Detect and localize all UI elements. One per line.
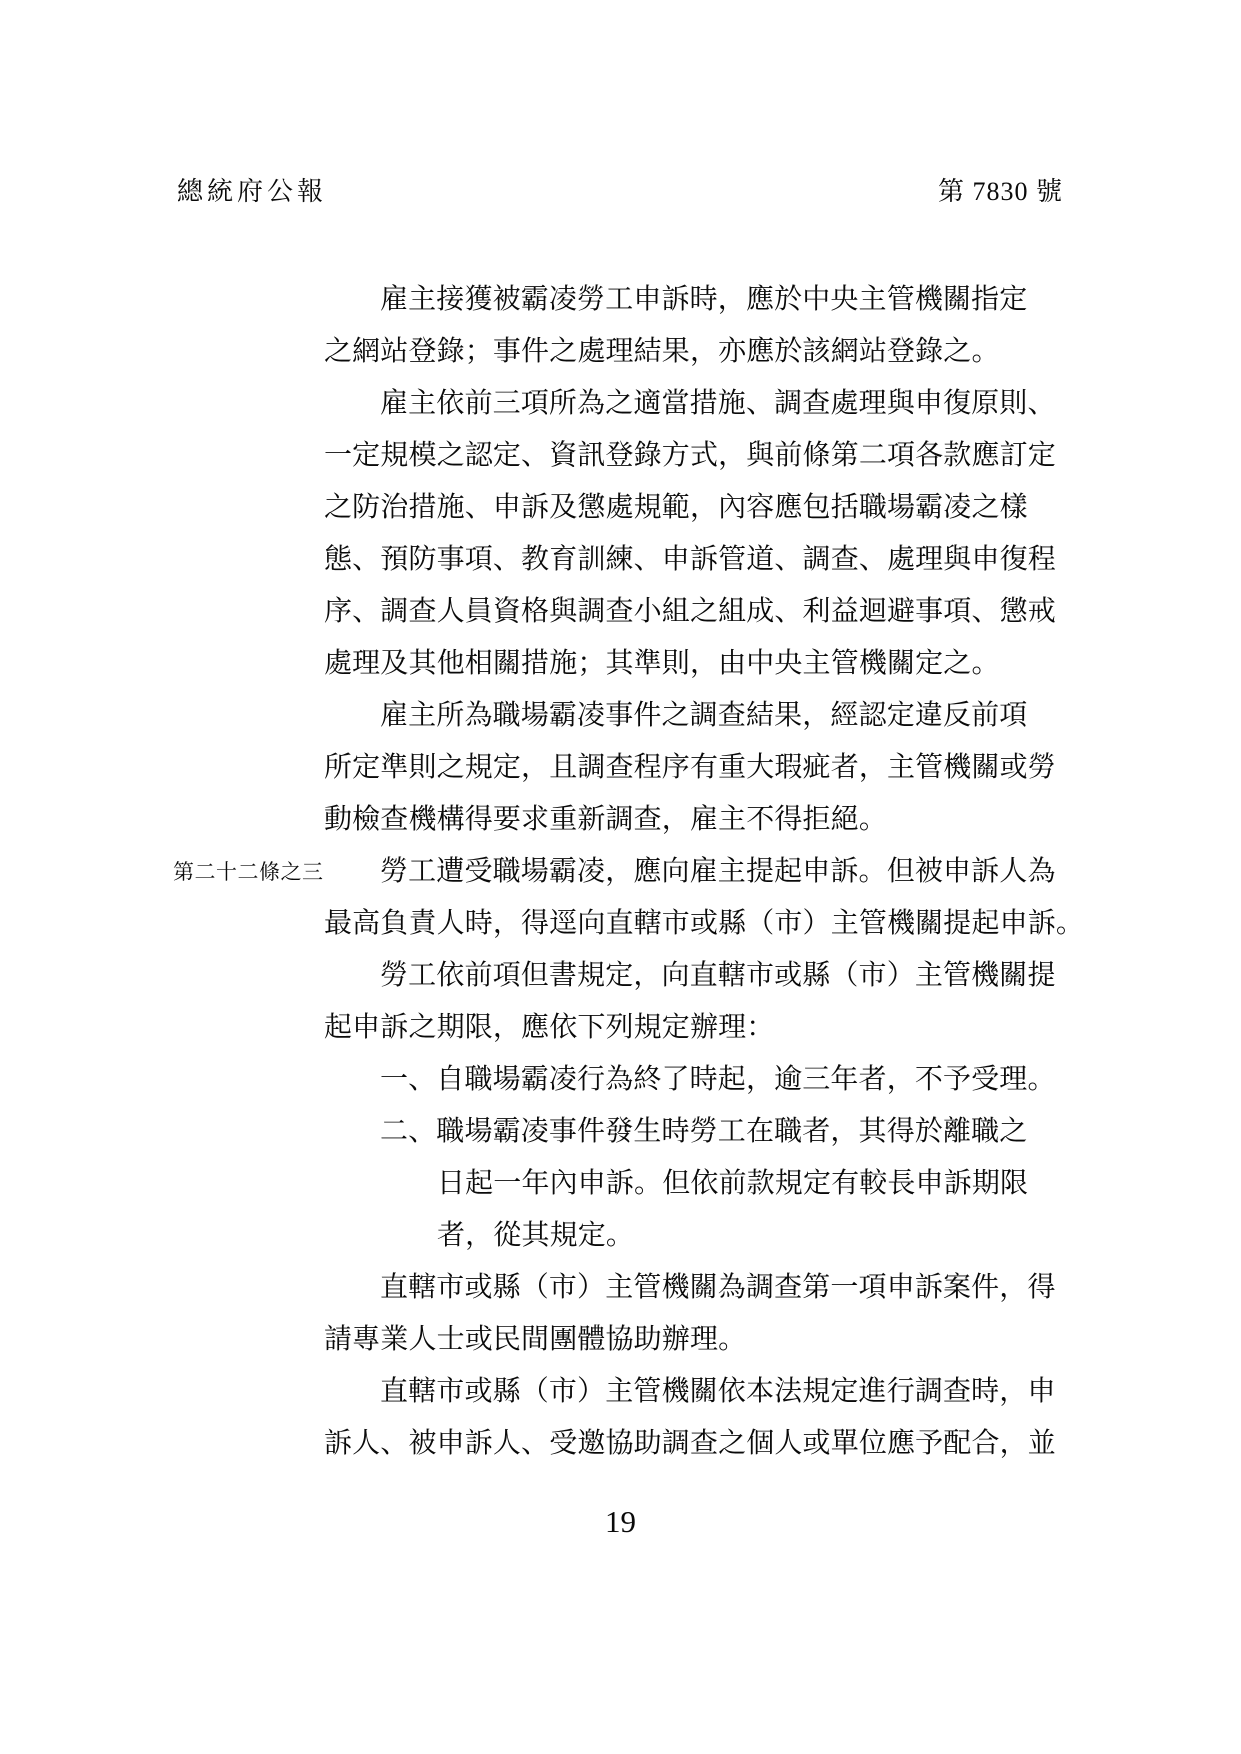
body-line: 之網站登錄；事件之處理結果，亦應於該網站登錄之。 <box>324 336 1000 367</box>
body-line: 起申訴之期限，應依下列規定辦理： <box>324 1012 775 1043</box>
article-number-label: 第二十二條之三 <box>173 860 324 884</box>
body-line: 一定規模之認定、資訊登錄方式，與前條第二項各款應訂定 <box>324 440 1056 471</box>
list-item-line: 者，從其規定。 <box>437 1220 635 1251</box>
list-item-line: 一、自職場霸凌行為終了時起，逾三年者，不予受理。 <box>380 1064 1056 1095</box>
body-line: 直轄市或縣（市）主管機關為調查第一項申訴案件，得 <box>380 1272 1056 1303</box>
body-line <box>173 846 1084 898</box>
body-line: 勞工依前項但書規定，向直轄市或縣（市）主管機關提 <box>380 960 1056 991</box>
article-first-line: 勞工遭受職場霸凌，應向雇主提起申訴。但被申訴人為 <box>380 856 1056 887</box>
gazette-title: 總統府公報 <box>177 177 328 206</box>
body-line: 雇主接獲被霸凌勞工申訴時，應於中央主管機關指定 <box>380 284 1028 315</box>
body-line: 態、預防事項、教育訓練、申訴管道、調查、處理與申復程 <box>324 544 1056 575</box>
article-body <box>173 274 1085 1470</box>
list-item-line: 二、職場霸凌事件發生時勞工在職者，其得於離職之 <box>380 1116 1028 1147</box>
body-line: 訴人、被申訴人、受邀協助調查之個人或單位應予配合，並 <box>324 1428 1056 1459</box>
body-line: 雇主依前三項所為之適當措施、調查處理與申復原則、 <box>380 388 1056 419</box>
issue-number: 第 7830 號 <box>937 177 1063 206</box>
body-line: 雇主所為職場霸凌事件之調查結果，經認定違反前項 <box>380 700 1028 731</box>
body-line: 最高負責人時，得逕向直轄市或縣（市）主管機關提起申訴。 <box>324 908 1085 939</box>
body-line: 動檢查機構得要求重新調查，雇主不得拒絕。 <box>324 804 888 835</box>
page-number: 19 <box>605 1504 636 1539</box>
body-line: 請專業人士或民間團體協助辦理。 <box>324 1324 747 1355</box>
body-line: 處理及其他相關措施；其準則，由中央主管機關定之。 <box>324 648 1000 679</box>
body-line: 序、調查人員資格與調查小組之組成、利益迴避事項、懲戒 <box>324 596 1056 627</box>
body-line: 直轄市或縣（市）主管機關依本法規定進行調查時，申 <box>380 1376 1056 1407</box>
body-line: 之防治措施、申訴及懲處規範，內容應包括職場霸凌之樣 <box>324 492 1028 523</box>
running-header <box>177 176 1063 208</box>
body-line: 所定準則之規定，且調查程序有重大瑕疵者，主管機關或勞 <box>324 752 1056 783</box>
list-item-line: 日起一年內申訴。但依前款規定有較長申訴期限 <box>437 1168 1029 1199</box>
